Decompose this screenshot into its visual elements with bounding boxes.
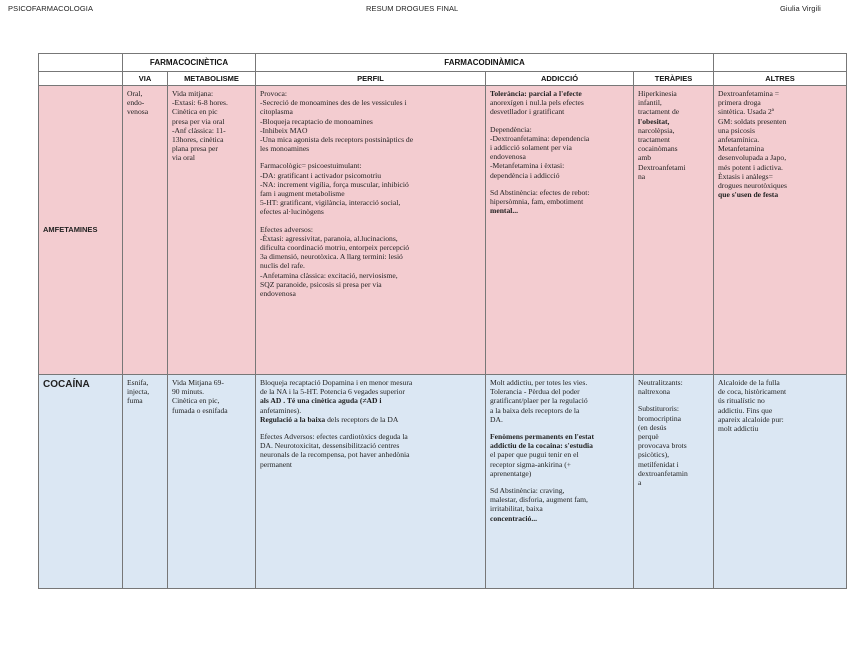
cell-metabolisme: Vida Mitjana 69- 90 minuts. Cinètica en pic, fumada o esnifada <box>168 375 256 589</box>
column-header-metabolisme: METABOLISME <box>168 72 256 86</box>
cell-via: Oral, endo- venosa <box>123 86 168 375</box>
cell-metabolisme: Vida mitjana: -Extasi: 6-8 hores. Cinètica en pic presa per via oral -Anf clàssica: 11- 13hores, cinètica plana presa per via oral <box>168 86 256 375</box>
header-empty-cell <box>39 72 123 86</box>
group-header-farmacocinetica: FARMACOCINÈTICA <box>123 54 256 72</box>
column-header-addiccio: ADDICCIÓ <box>486 72 634 86</box>
cell-addiccio: Tolerància: parcial a l'efecte anorexígen i nul.la pels efectes desvetllador i gratificant Dependència: -Dextroanfetamina: dependencia i addicció solament per via endovenosa -Metanfetamina i èxtasi: dependència i addicció Sd Abstinència: efectes de rebot: hipersòmnia, fam, embotiment mental... <box>486 86 634 375</box>
cell-perfil: Provoca: -Secreció de monoamines des de les vessicules i citoplasma -Bloqueja recaptacio de monoamines -Inhibeix MAO -Una mica agonista dels receptors postsinàptics de les monoamines Farmacològic= psicoestuimulant: -DA: gratificant i activador psicomotriu -NA: increment vigília, força muscular, inhibició fam i augment metabolisme 5-HT: gratificant, vigilància, interacció social, efectes al·lucinògens Efectes adversos: -Èxtasi: agressivitat, paranoia, al.lucinacions, dificulta coordinació motriu, entorpeix percepció 3a dimensió, neurotòxica. A llarg termini: lesió nuclis del rafe. -Anfetamina clàssica: excitació, nerviosisme, SQZ paranoide, psicosis si presa per via endovenosa <box>256 86 486 375</box>
cell-altres: Dextroanfetamina = primera droga sintètica. Usada 2ª GM: soldats presenten una psicosis anfetamínica. Metanfetamina desenvolupada a Japo, més potent i adictiva. Èxtasis i anàlegs= drogues neurotòxiques que s'usen de festa <box>714 86 847 375</box>
header-document-title: RESUM DROGUES FINAL <box>366 4 459 13</box>
header-left-title: PSICOFARMACOLOGIA <box>8 4 94 13</box>
group-header-farmacodinamica: FARMACODINÀMICA <box>256 54 714 72</box>
header-empty-cell <box>714 54 847 72</box>
table-row-cocaina <box>39 375 847 589</box>
header-empty-cell <box>39 54 123 72</box>
cell-perfil: Bloqueja recaptació Dopamina i en menor mesura de la NA i la 5-HT. Potencia 6 vegades superior als AD . Té una cinètica aguda (≠AD i anfetamines). Regulació a la baixa dels receptors de la DA Efectes Adversos: efectes cardiotòxics deguda la DA. Neurotoxicitat, dessensibilització centres neuronals de la recompensa, pot haver anhedònia permanent <box>256 375 486 589</box>
column-header-terapies: TERÀPIES <box>634 72 714 86</box>
drug-name-cocaina: COCAÍNA <box>39 375 123 589</box>
cell-altres: Alcaloide de la fulla de coca, històricament ús ritualístic no addictiu. Fins que apareix alcaloide pur: molt addictiu <box>714 375 847 589</box>
column-header-altres: ALTRES <box>714 72 847 86</box>
table-row-amfetamines <box>39 86 847 375</box>
drug-name-amfetamines: AMFETAMINES <box>39 86 123 375</box>
cell-addiccio: Molt addictiu, per totes les vies. Tolerancia - Pèrdua del poder gratificant/plaer per la regulació a la baixa dels receptors de la DA. Fenòmens permanents en l'estat addictiu de la cocaina: s'estudia el paper que pugui tenir en el receptor sigma-ankirina (+ aprenentatge) Sd Abstinència: craving, malestar, disforia, augment fam, irritabilitat, baixa concentració... <box>486 375 634 589</box>
column-header-via: VIA <box>123 72 168 86</box>
cell-via: Esnifa, injecta, fuma <box>123 375 168 589</box>
cell-terapies: Neutralitzants: naltrexona Substituroris: bromocriptina (en desús perquè provocava brots psicòtics), metilfenidat i dextroanfetamin a <box>634 375 714 589</box>
header-author: Giulia Virgili <box>780 4 821 13</box>
cell-terapies: Hiperkinesia infantil, tractament de l'obesitat, narcolèpsia, tractament cocainòmans amb Dextroanfetami na <box>634 86 714 375</box>
column-header-perfil: PERFIL <box>256 72 486 86</box>
drugs-summary-table <box>38 53 847 589</box>
